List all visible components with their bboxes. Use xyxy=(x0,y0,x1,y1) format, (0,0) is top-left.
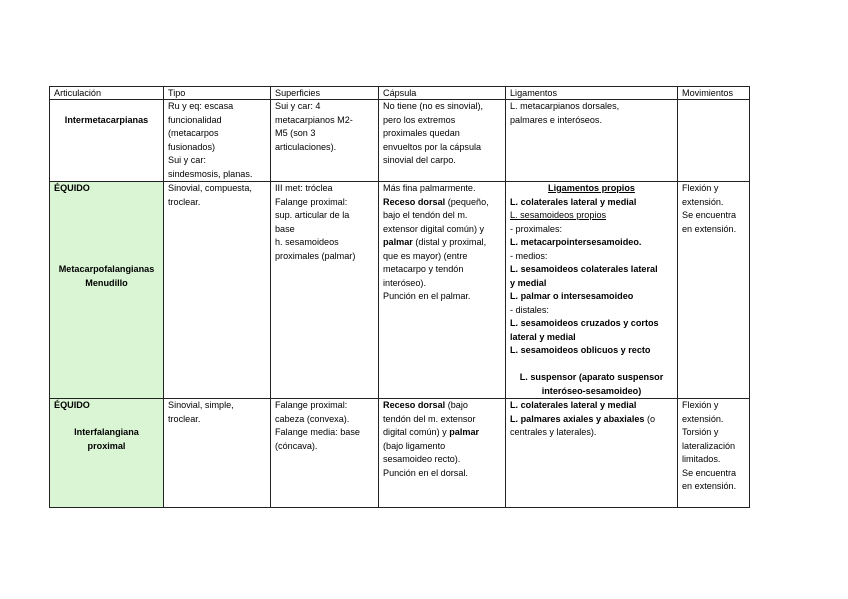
text-line: interóseo-sesamoideo) xyxy=(541,385,642,396)
text-line: tendón del m. extensor xyxy=(383,413,476,424)
text-line: Punción en el dorsal. xyxy=(383,467,468,478)
text-line: sup. articular de la xyxy=(275,210,350,220)
ligamentos-cell xyxy=(506,182,678,399)
header-movimientos: Movimientos xyxy=(678,87,750,100)
text-line: L. suspensor (aparato suspensor xyxy=(519,372,664,382)
header-articulacion: Articulación xyxy=(50,87,164,100)
text-line: (cóncava). xyxy=(275,440,318,451)
text-line: L. palmar o intersesamoideo xyxy=(510,291,634,301)
text-line: proximales quedan xyxy=(383,128,460,138)
text-line: palmares e interóseos. xyxy=(510,114,602,125)
text-line: L. sesamoideos propios xyxy=(510,210,607,220)
bold-term: L. palmares axiales y abaxiales xyxy=(510,413,645,424)
text-line: sindesmosis, planas. xyxy=(168,168,253,179)
text-line: en extensión. xyxy=(682,223,737,234)
header-row xyxy=(50,87,750,100)
joints-table xyxy=(49,86,750,508)
text-line: centrales y laterales). xyxy=(510,427,597,437)
text-line: Se encuentra xyxy=(682,467,737,478)
movimientos-cell xyxy=(678,399,750,508)
text-line xyxy=(383,399,501,413)
text-fragment: (distal y proximal, xyxy=(412,237,487,247)
text-line: L. metacarpianos dorsales, xyxy=(510,101,620,111)
capsula-cell xyxy=(379,100,506,182)
text-line: proximales (palmar) xyxy=(275,250,356,261)
movimientos-cell xyxy=(678,100,750,182)
capsula-cell xyxy=(379,399,506,508)
text-line: L. colaterales lateral y medial xyxy=(510,196,637,207)
text-line: Sinovial, simple, xyxy=(168,400,234,410)
table-row xyxy=(50,182,750,399)
ligamentos-cell xyxy=(506,399,678,508)
text-line: h. sesamoideos xyxy=(275,237,339,247)
text-line: (metacarpos xyxy=(168,128,219,138)
text-fragment: (bajo xyxy=(445,400,468,410)
text-line: cabeza (convexa). xyxy=(275,413,350,424)
text-line xyxy=(383,196,501,210)
text-fragment: digital común) y xyxy=(383,427,450,437)
text-line: L. sesamoideos colaterales lateral xyxy=(510,264,658,274)
text-line: limitados. xyxy=(682,454,721,464)
text-line: - proximales: xyxy=(510,223,563,234)
joint-cell xyxy=(50,100,164,182)
species-label: ÉQUIDO xyxy=(54,183,90,193)
species-label: ÉQUIDO xyxy=(54,400,90,410)
bold-term: Receso dorsal xyxy=(383,400,446,410)
text-line: Falange proximal: xyxy=(275,400,348,410)
text-line: y medial xyxy=(510,277,547,288)
text-line: Se encuentra xyxy=(682,210,737,220)
text-line: - distales: xyxy=(510,304,549,315)
text-line: L. colaterales lateral y medial xyxy=(510,400,637,410)
text-line: Falange proximal: xyxy=(275,196,348,207)
text-line: articulaciones). xyxy=(275,141,337,152)
text-line: extensión. xyxy=(682,196,724,207)
text-line: No tiene (no es sinovial), xyxy=(383,101,484,111)
text-line: funcionalidad xyxy=(168,114,222,125)
ligamentos-cell xyxy=(506,100,678,182)
bold-term: palmar xyxy=(383,237,413,247)
text-line: base xyxy=(275,223,295,234)
text-line xyxy=(510,413,673,427)
text-line: - medios: xyxy=(510,250,548,261)
tipo-cell xyxy=(164,182,271,399)
text-line: interóseo). xyxy=(383,277,426,288)
text-line: envueltos por la cápsula xyxy=(383,141,482,152)
text-line xyxy=(383,236,501,250)
text-line: fusionados) xyxy=(168,141,216,152)
table-row xyxy=(50,399,750,508)
superficies-cell xyxy=(271,182,379,399)
text-line: (bajo ligamento xyxy=(383,440,446,451)
text-line: L. metacarpointersesamoideo. xyxy=(510,237,642,247)
text-line: L. sesamoideos cruzados y cortos xyxy=(510,318,659,328)
text-line: extensión. xyxy=(682,413,724,424)
text-line: Sinovial, compuesta, xyxy=(168,183,252,193)
text-line: Sui y car: 4 xyxy=(275,101,321,111)
text-line: en extensión. xyxy=(682,481,737,491)
text-line: L. sesamoideos oblicuos y recto xyxy=(510,345,651,355)
joint-name: Metacarpofalangianas xyxy=(58,264,155,274)
joint-alt-name: Menudillo xyxy=(85,277,128,288)
text-line: Punción en el palmar. xyxy=(383,291,471,301)
text-line: M5 (son 3 xyxy=(275,128,316,138)
text-line: sinovial del carpo. xyxy=(383,155,456,165)
joint-name: Intermetacarpianas xyxy=(64,114,149,125)
joint-name: Interfalangiana xyxy=(74,427,139,437)
text-line: III met: tróclea xyxy=(275,183,333,193)
text-line: extensor digital común) y xyxy=(383,223,485,234)
text-line: Torsión y xyxy=(682,427,719,437)
text-line: troclear. xyxy=(168,196,201,207)
text-line xyxy=(383,426,501,440)
text-line: que es mayor) (entre xyxy=(383,250,468,261)
text-line: metacarpo y tendón xyxy=(383,264,464,274)
text-line: pero los extremos xyxy=(383,114,456,125)
superficies-cell xyxy=(271,100,379,182)
tipo-cell xyxy=(164,100,271,182)
text-line: lateral y medial xyxy=(510,331,576,342)
text-line: Más fina palmarmente. xyxy=(383,183,476,193)
movimientos-cell xyxy=(678,182,750,399)
text-line: lateralización xyxy=(682,440,736,451)
header-ligamentos: Ligamentos xyxy=(506,87,678,100)
ligaments-title: Ligamentos propios xyxy=(548,183,635,193)
text-line: Flexión y xyxy=(682,183,719,193)
bold-term: Receso dorsal xyxy=(383,196,446,207)
text-line: troclear. xyxy=(168,413,201,424)
table-row xyxy=(50,100,750,182)
text-fragment: (o xyxy=(644,413,656,424)
joint-cell xyxy=(50,182,164,399)
joint-cell xyxy=(50,399,164,508)
header-superficies: Superficies xyxy=(271,87,379,100)
tipo-cell xyxy=(164,399,271,508)
text-line: Falange media: base xyxy=(275,427,360,437)
text-line: sesamoideo recto). xyxy=(383,454,461,464)
text-line: Flexión y xyxy=(682,400,719,410)
text-line: Ru y eq: escasa xyxy=(168,101,234,111)
header-tipo: Tipo xyxy=(164,87,271,100)
text-line: metacarpianos M2- xyxy=(275,114,353,125)
text-fragment: (pequeño, xyxy=(445,196,489,207)
text-line: bajo el tendón del m. xyxy=(383,210,468,220)
capsula-cell xyxy=(379,182,506,399)
header-capsula: Cápsula xyxy=(379,87,506,100)
superficies-cell xyxy=(271,399,379,508)
text-line: Sui y car: xyxy=(168,155,206,165)
joint-alt-name: proximal xyxy=(87,440,126,451)
bold-term: palmar xyxy=(449,427,480,437)
